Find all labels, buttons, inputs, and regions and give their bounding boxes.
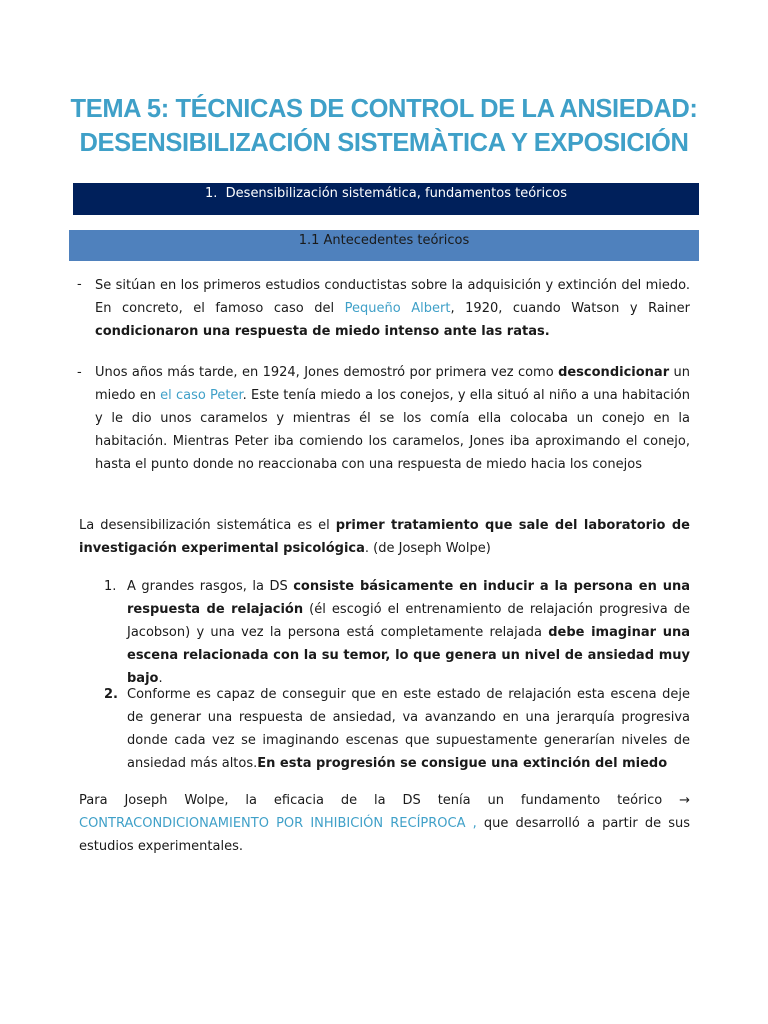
item-text: (él escogió el entrenamiento de relajación progresiva de Jacobson) y una vez la persona está completamente relajada [127,602,690,640]
item-bold-text: debe imaginar una escena relacionada con la su temor, lo que genera un nivel de ansiedad muy bajo [127,625,691,686]
paragraph-text: La desensibilización sistemática es el [79,518,336,533]
bullet-marker: - [77,277,82,292]
bullet-marker: - [77,365,82,380]
numbered-item [127,575,690,690]
bullet-bold-text: condicionaron una respuesta de miedo intenso ante las ratas. [95,324,550,339]
section-heading: Desensibilización sistemática, fundamentos teóricos [225,186,568,201]
list-number: 1. [104,579,117,594]
bullet-text: , 1920, cuando Watson y Rainer [450,301,690,316]
title-line-2: DESENSIBILIZACIÓN SISTEMÀTICA Y EXPOSICIÓN [79,129,689,157]
numbered-item [127,683,690,775]
paragraph-bold-text: primer tratamiento que sale del laboratorio de investigación experimental psicológica [79,518,690,556]
paragraph-text: Para Joseph Wolpe, la eficacia de la DS tenía un fundamento teórico → [79,793,690,808]
paragraph [79,789,690,858]
item-text: . [158,671,163,686]
bullet-item [95,274,690,343]
bullet-text: un miedo en [95,365,690,403]
paragraph [79,514,690,560]
bullet-text: . Este tenía miedo a los conejos, y ella situó al niño a una habitación y le dio unos caramelos y mientras él se los comía ella colocaba un conejo en la habitación. Mientras Peter iba comiendo los caramelos, Jones iba aproximando el conejo, hasta el punto donde no reaccionaba con una respuesta de miedo hacia los conejos [95,388,690,472]
bullet-text: Se sitúan en los primeros estudios conductistas sobre la adquisición y extinción del miedo. En concreto, el famoso caso del [95,278,690,316]
paragraph-text: que desarrolló a partir de sus estudios experimentales. [79,816,690,854]
section-heading-bar [73,183,699,215]
pequeno-albert-link[interactable]: Pequeño Albert [344,301,451,316]
list-number: 2. [104,687,118,702]
bullet-text: Unos años más tarde, en 1924, Jones demostró por primera vez como [95,365,559,380]
paragraph-text: . (de Joseph Wolpe) [364,541,491,556]
caso-peter-link[interactable]: el caso Peter [160,388,243,403]
subsection-heading: 1.1 Antecedentes teóricos [298,233,470,248]
bullet-bold-text: descondicionar [558,365,670,380]
title-line-1: TEMA 5: TÉCNICAS DE CONTROL DE LA ANSIEDAD: [70,95,698,123]
document-title [40,92,728,160]
item-bold-text: En esta progresión se consigue una extinción del miedo [257,756,668,771]
item-text: A grandes rasgos, la DS [127,579,294,594]
item-text: Conforme es capaz de conseguir que en este estado de relajación esta escena deje de generar una respuesta de ansiedad, va avanzando en una jerarquía progresiva donde cada vez se imaginando escenas que supuestamente generarían niveles de ansiedad más altos. [127,687,690,771]
contracondicionamiento-link[interactable]: CONTRACONDICIONAMIENTO POR INHIBICIÓN RECÍPROCA , [79,816,477,831]
item-bold-text: consiste básicamente en inducir a la persona en una respuesta de relajación [127,579,691,617]
bullet-item [95,361,690,476]
section-number: 1. [204,186,218,201]
subsection-heading-bar [69,230,699,261]
